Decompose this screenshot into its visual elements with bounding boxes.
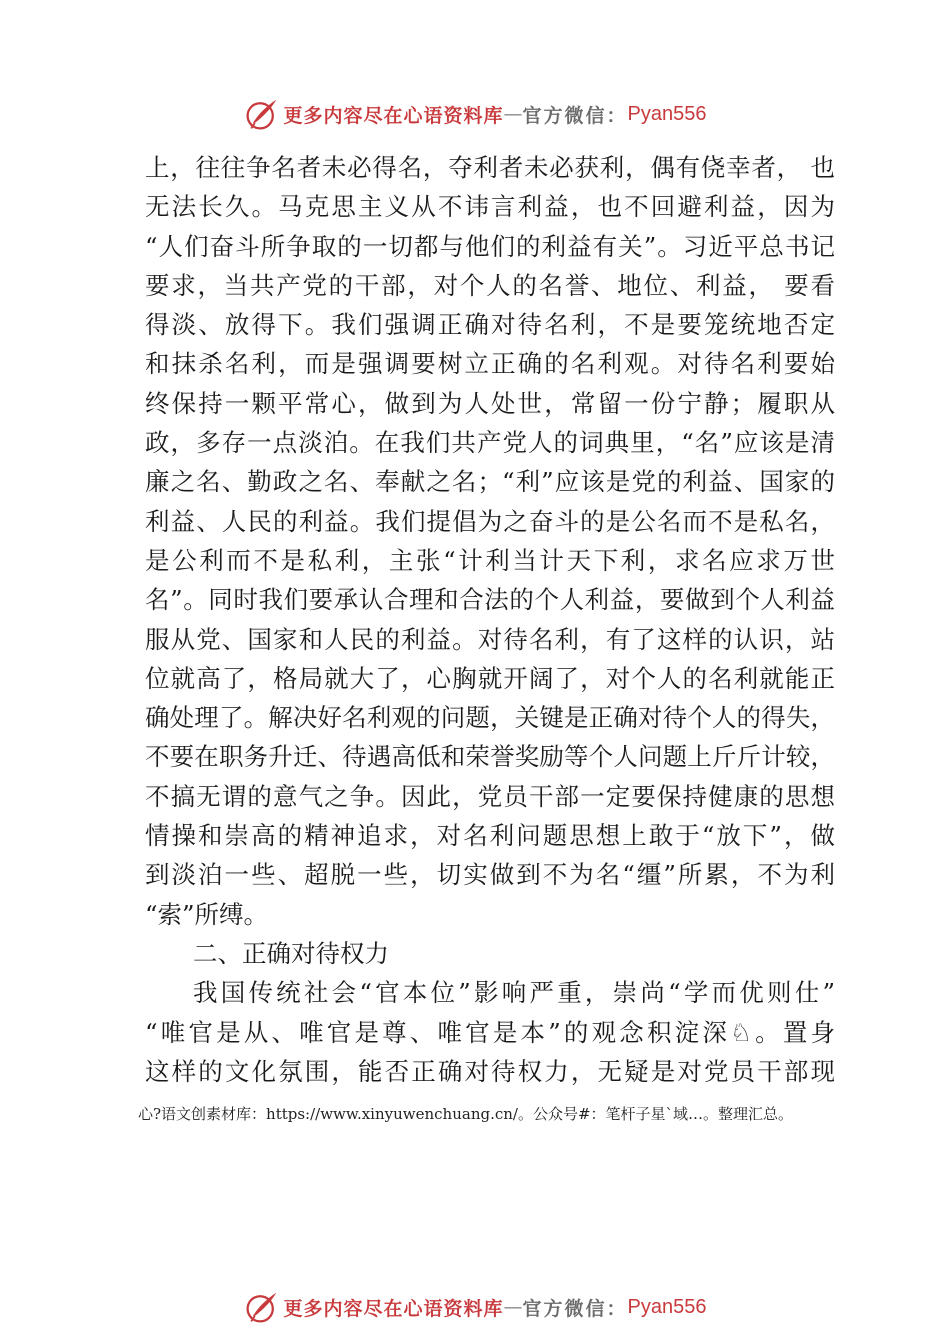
body-line: 这样的文化氛围，能否正确对待权力，无疑是对党员干部现 bbox=[145, 1056, 835, 1086]
body-line: 确处理了。解决好名利观的问题，关键是正确对待个人的得失， bbox=[145, 703, 835, 733]
banner-wechat-handle: Pyan556 bbox=[627, 1295, 707, 1318]
body-line: 名”。同时我们要承认合理和合法的个人利益，要做到个人利益 bbox=[145, 585, 835, 615]
body-line: 廉之名、勤政之名、奉献之名；“利”应该是党的利益、国家的 bbox=[145, 467, 835, 497]
body-line: 政，多存一点淡泊。在我们共产党人的词典里，“名”应该是清 bbox=[145, 428, 835, 458]
body-line: 和抹杀名利，而是强调要树立正确的名利观。对待名利要始 bbox=[145, 349, 835, 379]
body-line: 服从党、国家和人民的利益。对待名利，有了这样的认识，站 bbox=[145, 624, 835, 654]
body-line: 到淡泊一些、超脱一些，切实做到不为名“缰”所累，不为利 bbox=[145, 860, 835, 890]
banner-main-text: 更多内容尽在心语资料库 bbox=[283, 1297, 504, 1320]
header-banner bbox=[0, 92, 950, 136]
body-line: 我国传统社会“官本位”影响严重，崇尚“学而优则仕” bbox=[193, 978, 835, 1008]
quill-pen-logo-icon bbox=[244, 1289, 280, 1325]
body-line: 情操和崇高的精神追求，对名利问题思想上敢于“放下”，做 bbox=[145, 821, 835, 851]
footnote-source: 心?语文创素材库：https://www.xinyuwenchuang.cn/。公众号#：笔杆子星`域…。整理汇总。 bbox=[138, 1105, 794, 1123]
body-line: 得淡、放得下。我们强调正确对待名利，不是要笼统地否定 bbox=[145, 310, 835, 340]
document-body bbox=[145, 148, 835, 1091]
section-heading: 二、正确对待权力 bbox=[193, 938, 389, 968]
banner-sub-text: 官方微信： bbox=[522, 104, 628, 127]
banner-dash: — bbox=[503, 103, 523, 125]
body-line: 是公利而不是私利，主张“计利当计天下利，求名应求万世 bbox=[145, 545, 835, 575]
body-line: “人们奋斗所争取的一切都与他们的利益有关”。习近平总书记 bbox=[145, 231, 835, 261]
body-line: “索”所缚。 bbox=[145, 899, 269, 929]
body-line: 位就高了，格局就大了，心胸就开阔了，对个人的名利就能正 bbox=[145, 663, 835, 693]
banner-dash: — bbox=[503, 1296, 523, 1318]
body-line: 不要在职务升迁、待遇高低和荣誉奖励等个人问题上斤斤计较， bbox=[145, 742, 835, 772]
banner-main-text: 更多内容尽在心语资料库 bbox=[283, 104, 504, 127]
body-line: 终保持一颗平常心，做到为人处世，常留一份宁静；履职从 bbox=[145, 388, 835, 418]
body-line: 无法长久。马克思主义从不讳言利益，也不回避利益，因为 bbox=[145, 192, 835, 222]
body-line: 要求，当共产党的干部，对个人的名誉、地位、利益， 要看 bbox=[145, 270, 835, 300]
footer-banner bbox=[0, 1285, 950, 1329]
body-line: “唯官是从、唯官是尊、唯官是本”的观念积淀深♘。置身 bbox=[145, 1017, 835, 1047]
body-line: 不搞无谓的意气之争。因此，党员干部一定要保持健康的思想 bbox=[145, 781, 835, 811]
body-line: 上，往往争名者未必得名，夺利者未必获利，偶有侥幸者， 也 bbox=[145, 153, 835, 182]
quill-pen-logo-icon bbox=[244, 96, 280, 132]
banner-wechat-handle: Pyan556 bbox=[627, 102, 707, 125]
body-line: 利益、人民的利益。我们提倡为之奋斗的是公名而不是私名， bbox=[145, 506, 835, 536]
banner-sub-text: 官方微信： bbox=[522, 1297, 628, 1320]
